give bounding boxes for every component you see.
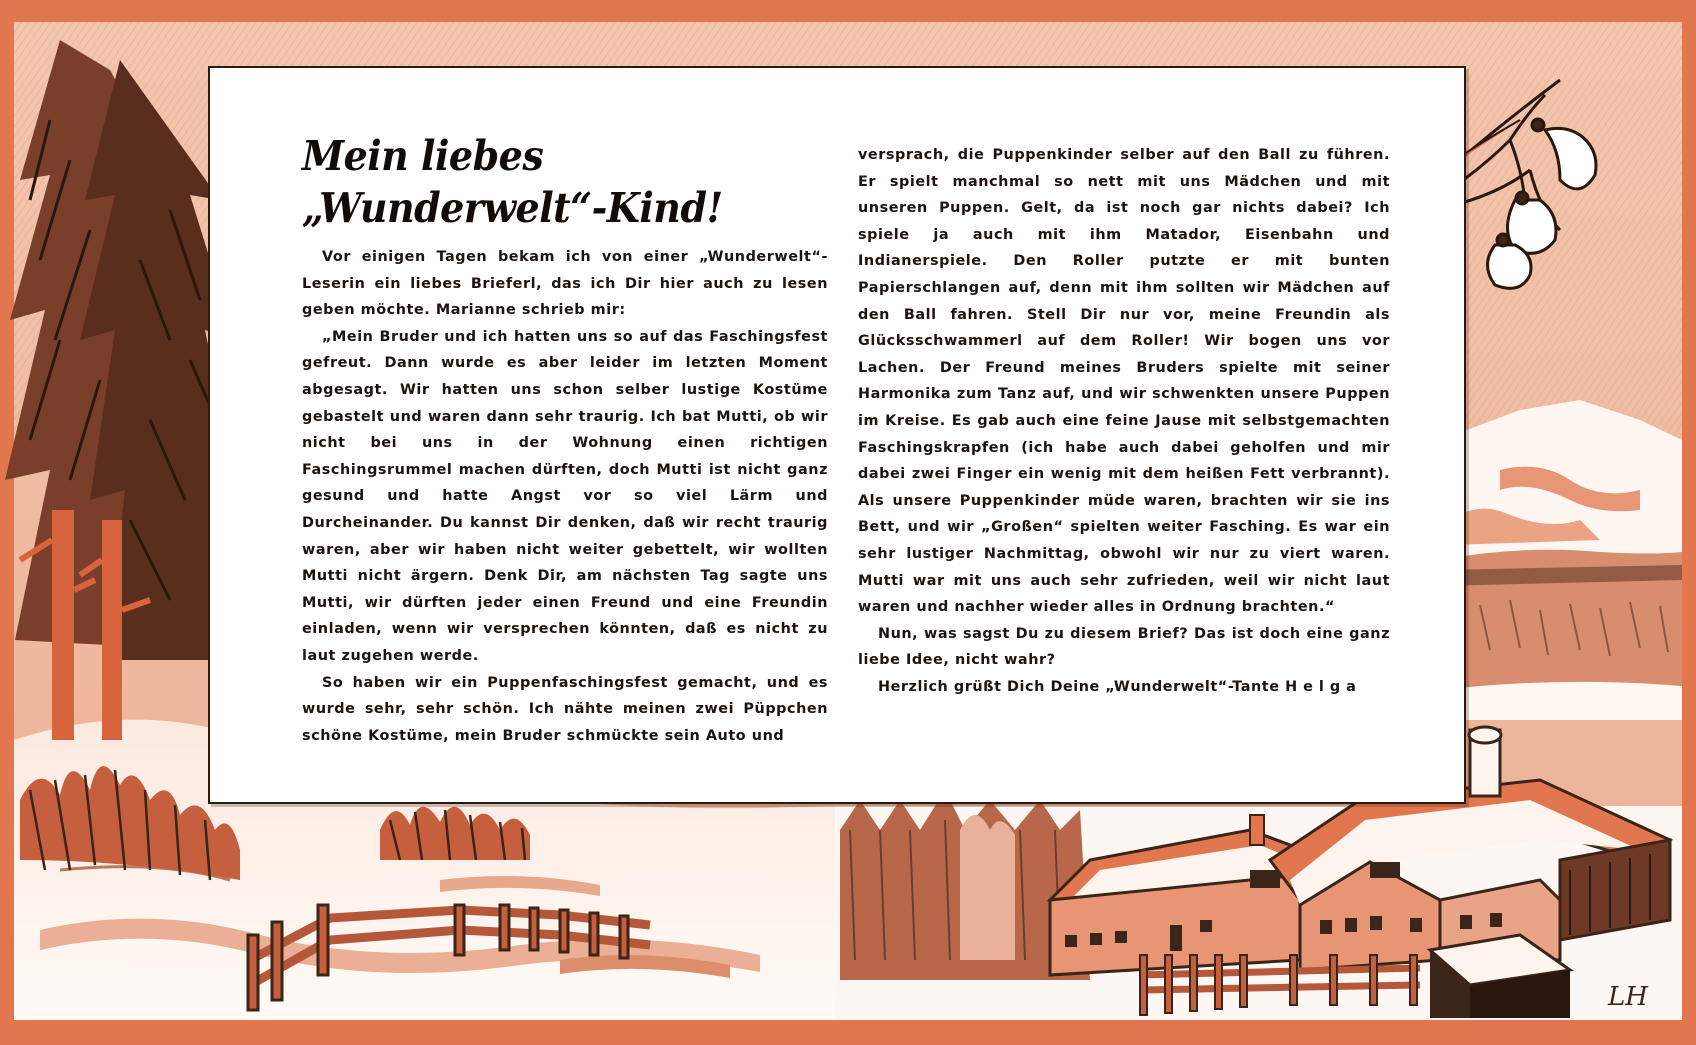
left-tree-trunk-2 (102, 520, 122, 740)
artist-monogram: LH (1608, 982, 1648, 1012)
letter-paragraph: „Mein Bruder und ich hatten uns so auf das Faschingsfest gefreut. Dann wurde es aber leider im letzten Moment abgesagt. Wir hatten uns schon selber lustige Kostüme gebastelt und waren dann sehr traurig. Ich bat Mutti, ob wir nicht bei uns in der Wohnung einen richtigen Faschingsrummel machen dürften, doch Mutti ist nicht ganz gesund und hatte Angst vor so viel Lärm und Durcheinander. Du kannst Dir denken, daß wir recht traurig waren, aber wir haben nicht weiter gebettelt, wir wollten Mutti nicht ärgern. Denk Dir, am nächsten Tag sagte uns Mutti, wir dürften jeder einen Freund und eine Freundin einladen, wenn wir versprechen könnten, daß es nicht zu laut zugehen werde. (302, 328, 828, 664)
letter-panel (208, 66, 1466, 804)
letter-paragraph: So haben wir ein Puppenfaschingsfest gemacht, und es wurde sehr, sehr schön. Ich nähte meinen zwei Püppchen schöne Kostüme, mein Bruder schmückte sein Auto und (302, 674, 828, 744)
letter-signature (858, 674, 1390, 701)
signature-prefix: Herzlich grüßt Dich Deine „Wunderwelt“-Tante (878, 678, 1286, 695)
signature-name: Helga (1285, 678, 1362, 695)
letter-column-right (858, 142, 1390, 700)
farmhouse-left-chimney (1250, 815, 1264, 845)
right-forest-strip (1440, 550, 1682, 720)
letter-paragraph: Nun, was sagst Du zu diesem Brief? Das ist doch eine ganz liebe Idee, nicht wahr? (858, 625, 1390, 669)
left-tree-trunk-1 (52, 510, 74, 740)
letter-column-left (302, 130, 828, 749)
letter-paragraph: Vor einigen Tagen bekam ich von einer „Wunderwelt“-Leserin ein liebes Brieferl, das ich Dir hier auch zu lesen geben möchte. Marianne schrieb mir: (302, 249, 828, 319)
letter-greeting: Mein liebes „Wunderwelt“-Kind! (302, 131, 723, 232)
letter-paragraph: versprach, die Puppenkinder selber auf den Ball zu führen. Er spielt manchmal so nett mit uns Mädchen und mit unseren Puppen. Gelt, da ist noch gar nichts dabei? Ich spiele ja auch mit ihm Matador, Eisenbahn und Indianerspiele. Den Roller putzte er mit bunten Papierschlangen auf, denn mit ihm sollten wir Mädchen auf den Ball fahren. Stell Dir nur vor, meine Freundin als Glücksschwammerl auf dem Roller! Wir bogen uns vor Lachen. Der Freund meines Bruders spielte mit seiner Harmonika zum Tanz auf, und wir schwenkten unsere Puppen im Kreise. Es gab auch eine feine Jause mit selbstgemachten Faschingskrapfen (ich habe auch dabei geholfen und mir dabei zwei Finger ein wenig mit dem heißen Fett verbrannt). Als unsere Puppenkinder müde waren, brachten wir sie ins Bett, und wir „Großen“ spielten weiter Fasching. Es war ein sehr lustiger Nachmittag, obwohl wir nur zu viert waren. Mutti war mit uns auch sehr zufrieden, weil wir nicht laut waren und nachher wieder alles in Ordnung brachten.“ (858, 147, 1390, 616)
